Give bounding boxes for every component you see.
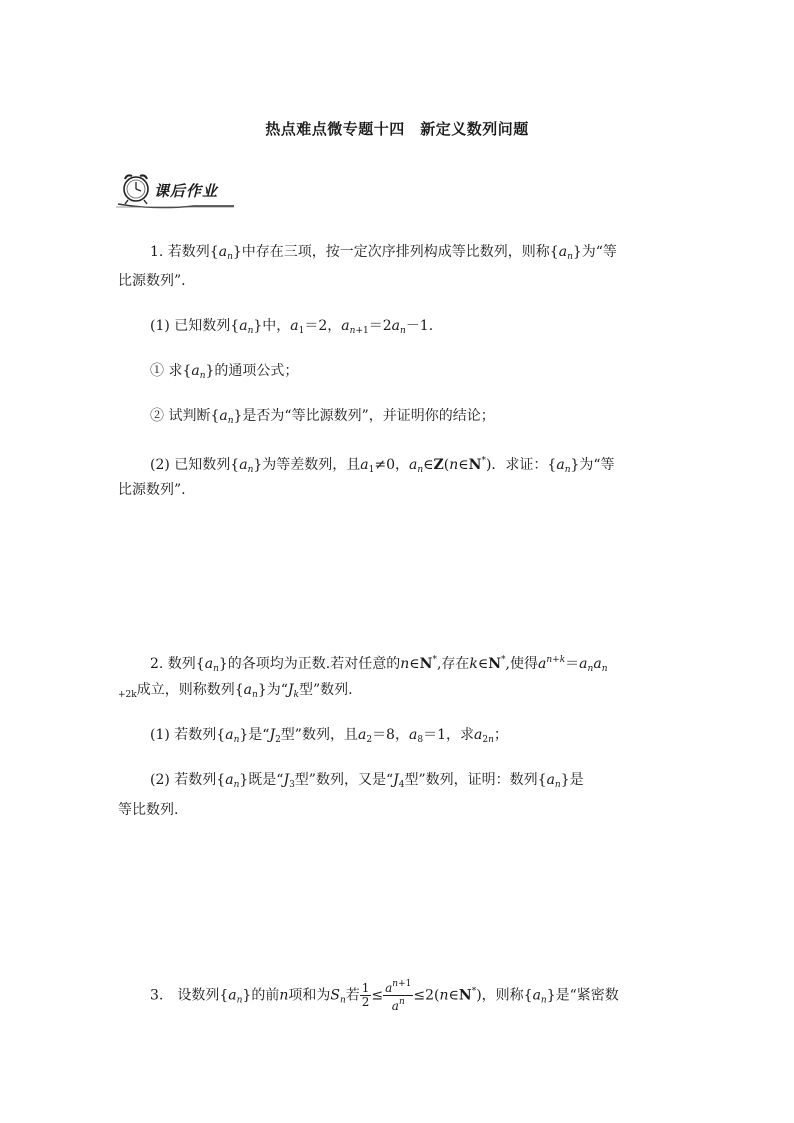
problem2-part2-cont: 等比数列.: [118, 802, 179, 818]
problem1-part2: (2) 已知数列$\{a_n\}$为等差数列，且$a_1\ne 0$，$a_n\in Z(n\in N^*)$．求证：$\{a_n\}$为“等: [150, 456, 615, 475]
page-title: 热点难点微专题十四 新定义数列问题: [265, 120, 529, 138]
problem2-part1: (1) 若数列$\{a_n\}$是“$J_2$型”数列，且$a_2=8$，$a_8=1$，求$a_{2n}$；: [150, 727, 508, 745]
badge-label: 课后作业: [154, 182, 219, 200]
problem1-part2-cont: 比源数列”.: [118, 482, 186, 498]
problem1-sub1: ① 求$\{a_n\}$的通项公式；: [150, 363, 299, 381]
problem3-intro: 3. 设数列$\{a_n\}$的前n项和为$S_n$若 $\frac{1}{2}$ ≤ $\frac{a^{n+1}}{a^n}$ ≤2(n∈N*)，则称$\{a_n\}$是“紧密数: [150, 979, 619, 1013]
problem1-sub2: ② 试判断$\{a_n\}$是否为“等比源数列”，并证明你的结论；: [150, 408, 495, 426]
problem1-part1: (1) 已知数列$\{a_n\}$中，$a_1=2$，$a_{n+1}=2a_n-1$.: [150, 318, 434, 336]
problem1-intro: 1. 若数列$\{a_n\}$中存在三项，按一定次序排列构成等比数列，则称$\{a_n\}$为“等: [150, 244, 617, 262]
problem2-intro: 2. 数列$\{a_n\}$的各项均为正数.若对任意的n∈N*,存在k∈N*,使得$a^{n+k}=a_na_n$: [150, 655, 608, 674]
problem2-intro-cont: $_{+2k}$成立，则称数列$\{a_n\}$为“$J_k$型”数列.: [118, 682, 353, 700]
problem2-part2: (2) 若数列$\{a_n\}$既是“$J_3$型”数列，又是“$J_4$型”数列，证明：数列$\{a_n\}$是: [150, 772, 584, 790]
problem1-intro-cont: 比源数列”.: [118, 273, 186, 289]
homework-badge: [114, 170, 236, 210]
